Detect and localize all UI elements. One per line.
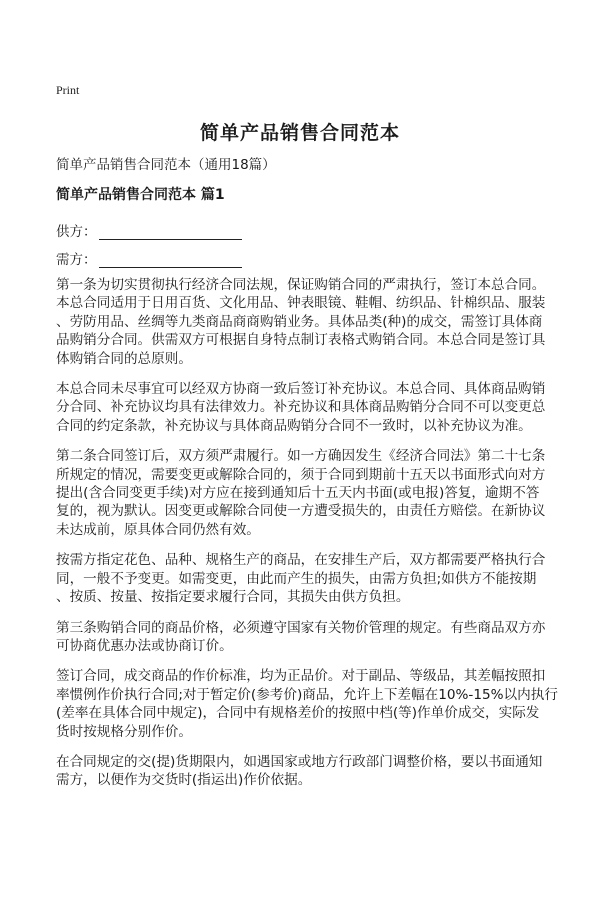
print-label: Print	[56, 83, 80, 97]
paragraph-line: 提出(含合同变更手续)对方应在接到通知后十五天内书面(或电报)答复，逾期不答	[56, 485, 540, 502]
paragraph-line: 第二条合同签订后，双方须严肃履行。如一方确因发生《经济合同法》第二十七条	[56, 448, 546, 465]
paragraph-line: 合同的约定条款，补充协议与具体商品购销分合同不一致时，以补充协议为准。	[56, 417, 532, 434]
buyer-field	[56, 248, 242, 268]
paragraph-line: 未达成前，原具体合同仍然有效。	[56, 521, 260, 538]
supplier-field	[56, 220, 242, 240]
paragraph-line: 在合同规定的交(提)货期限内，如遇国家或地方行政部门调整价格，要以书面通知	[56, 753, 543, 770]
paragraph-line: 按需方指定花色、品种、规格生产的商品，在安排生产后，双方都需要严格执行合	[56, 552, 546, 569]
paragraph	[56, 380, 586, 435]
paragraph-line: 体购销合同的总原则。	[56, 350, 192, 367]
document-title: 简单产品销售合同范本	[199, 122, 400, 144]
paragraph-line: 可协商优惠办法或协商订价。	[56, 637, 233, 654]
buyer-blank-line	[99, 253, 242, 268]
paragraph	[56, 447, 586, 539]
paragraph-line: 分合同、补充协议均具有法律效力。补充协议和具体商品购销分合同不可以变更总	[56, 399, 546, 416]
paragraph	[56, 667, 586, 741]
section-heading: 简单产品销售合同范本 篇1	[56, 187, 225, 203]
paragraph-line: 第一条为切实贯彻执行经济合同法规，保证购销合同的严肃执行，签订本总合同。	[56, 277, 546, 293]
paragraph-line: 第三条购销合同的商品价格，必须遵守国家有关物价管理的规定。有些商品双方亦	[56, 619, 546, 636]
paragraph-line: 、劳防用品、丝绸等九类商品商商购销业务。具体品类(种)的成交，需签订具体商	[56, 313, 543, 330]
paragraph-line: 本总合同未尽事宜可以经双方协商一致后签订补充协议。本总合同、具体商品购销	[56, 381, 546, 398]
paragraph-line: (差率在具体合同中规定)，合同中有规格差价的按照中档(等)作单价成交，实际发	[56, 705, 540, 722]
paragraph-line: 本总合同适用于日用百货、文化用品、钟表眼镜、鞋帽、纺织品、针棉织品、服装	[56, 295, 546, 312]
document-subtitle: 简单产品销售合同范本（通用18篇）	[56, 157, 276, 173]
supplier-label: 供方：	[56, 224, 97, 240]
paragraph-line: 货时按规格分别作价。	[56, 723, 192, 740]
paragraph-line: 、按质、按量、按指定要求履行合同，其损失由供方负担。	[56, 589, 410, 606]
paragraph-line: 签订合同，成交商品的作价标准，均为正品价。对于副品、等级品，其差幅按照扣	[56, 668, 546, 685]
paragraph	[56, 551, 586, 606]
paragraph-line: 需方，以便作为交货时(指运出)作价依据。	[56, 772, 312, 789]
paragraph-line: 率惯例作价执行合同;对于暂定价(参考价)商品，允许上下差幅在10%-15%以内执行	[56, 686, 558, 703]
paragraph-line: 同，一般不予变更。如需变更，由此而产生的损失，由需方负担;如供方不能按期	[56, 570, 537, 587]
paragraph	[56, 619, 586, 656]
buyer-label: 需方：	[56, 252, 97, 268]
paragraph-line: 所规定的情况，需要变更或解除合同的，须于合同到期前十五天以书面形式向对方	[56, 466, 546, 483]
paragraph-line: 品购销分合同。供需双方可根据自身特点制订表格式购销合同。本总合同是签订具	[56, 332, 546, 349]
document-body	[56, 276, 586, 802]
paragraph-line: 复的，视为默认。因变更或解除合同使一方遭受损失的，由责任方赔偿。在新协议	[56, 503, 546, 520]
paragraph	[56, 753, 586, 790]
paragraph	[56, 276, 586, 368]
supplier-blank-line	[99, 225, 242, 240]
